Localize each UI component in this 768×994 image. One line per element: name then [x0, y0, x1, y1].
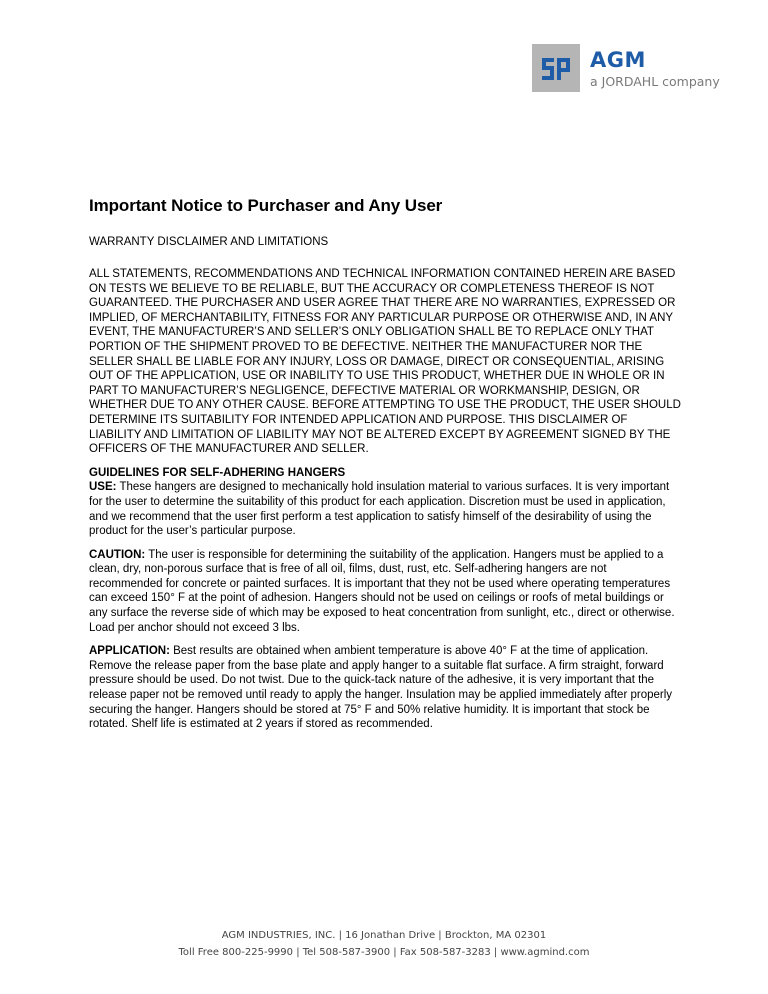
guidelines-title: GUIDELINES FOR SELF-ADHERING HANGERS: [89, 466, 346, 479]
use-label: USE:: [89, 481, 117, 494]
footer-contact: Toll Free 800-225-9990 | Tel 508-587-3900 | Fax 508-587-3283 | www.agmind.com: [178, 947, 590, 958]
use-paragraph: [89, 480, 681, 538]
footer-address: AGM INDUSTRIES, INC. | 16 Jonathan Drive | Brockton, MA 02301: [221, 930, 547, 941]
application-text: Best results are obtained when ambient temperature is above 40° F at the time of application. Remove the release paper from the base plate and apply hanger to a suitable flat surface. A firm straight, forward pressure should be used. Do not twist. Due to the quick-tack nature of the adhesive, it is very important that the release paper not be removed until ready to apply the hanger. Insulation may be applied immediately after properly securing the hanger. Hangers should be stored at 75° F and 50% relative humidity. It is important that stock be rotated. Shelf life is estimated at 2 years if stored as recommended.: [89, 645, 673, 731]
logo-name: AGM: [590, 48, 646, 72]
logo-tagline: a JORDAHL company: [590, 74, 720, 89]
company-logo: [532, 44, 732, 100]
application-label: APPLICATION:: [89, 645, 170, 658]
caution-paragraph: [89, 548, 681, 636]
use-text: These hangers are designed to mechanically hold insulation material to various surfaces. It is very important for the user to determine the suitability of this product for each application. Discretion must be used in application, and we recommend that the user first perform a test application to satisfy himself of the desirability of using the product for the user’s particular purpose.: [89, 481, 670, 538]
caution-text: The user is responsible for determining the suitability of the application. Hangers must be applied to a clean, dry, non-porous surface that is free of all oil, films, dust, rust, etc. Self-adhering hangers are not recommended for concrete or painted surfaces. It is important that they not be used where operating temperatures can exceed 150° F at the point of adhesion. Hangers should not be used on ceilings or roofs of metal buildings or any surface the reverse side of which may be exposed to heat concentration from sunlight, etc., direct or otherwise. Load per anchor should not exceed 3 lbs.: [89, 548, 675, 634]
caution-label: CAUTION:: [89, 548, 146, 561]
disclaimer-text: ALL STATEMENTS, RECOMMENDATIONS AND TECHNICAL INFORMATION CONTAINED HEREIN ARE BASED ON TESTS WE BELIEVE TO BE RELIABLE, BUT THE ACCURACY OR COMPLETENESS THEREOF IS NOT GUARANTEED. THE PURCHASER AND USER AGREE THAT THERE ARE NO WARRANTIES, EXPRESSED OR IMPLIED, OF MERCHANTABILITY, FITNESS FOR ANY PARTICULAR PURPOSE OR OTHERWISE AND, IN ANY EVENT, THE MANUFACTURER’S AND SELLER’S ONLY OBLIGATION SHALL BE TO REPLACE ONLY THAT PORTION OF THE SHIPMENT PROVED TO BE DEFECTIVE. NEITHER THE MANUFACTURER NOR THE SELLER SHALL BE LIABLE FOR ANY INJURY, LOSS OR DAMAGE, DIRECT OR CONSEQUENTIAL, ARISING OUT OF THE APPLICATION, USE OR INABILITY TO USE THIS PRODUCT, WHETHER DUE IN WHOLE OR IN PART TO MANUFACTURER’S NEGLIGENCE, DEFECTIVE MATERIAL OR WORKMANSHIP, DESIGN, OR WHETHER DUE TO ANY OTHER CAUSE. BEFORE ATTEMPTING TO USE THE PRODUCT, THE USER SHOULD DETERMINE ITS SUITABILITY FOR INTENDED APPLICATION AND PURPOSE. THIS DISCLAIMER OF LIABILITY AND LIMITATION OF LIABILITY MAY NOT BE ALTERED EXCEPT BY AGREEMENT SIGNED BY THE OFFICERS OF THE MANUFACTURER AND SELLER.: [89, 268, 681, 456]
page-title: Important Notice to Purchaser and Any User: [89, 196, 443, 215]
agm-logo-mark-icon: [532, 44, 580, 92]
application-paragraph: [89, 644, 681, 732]
warranty-heading: WARRANTY DISCLAIMER AND LIMITATIONS: [89, 236, 329, 248]
document-body: [89, 196, 681, 741]
